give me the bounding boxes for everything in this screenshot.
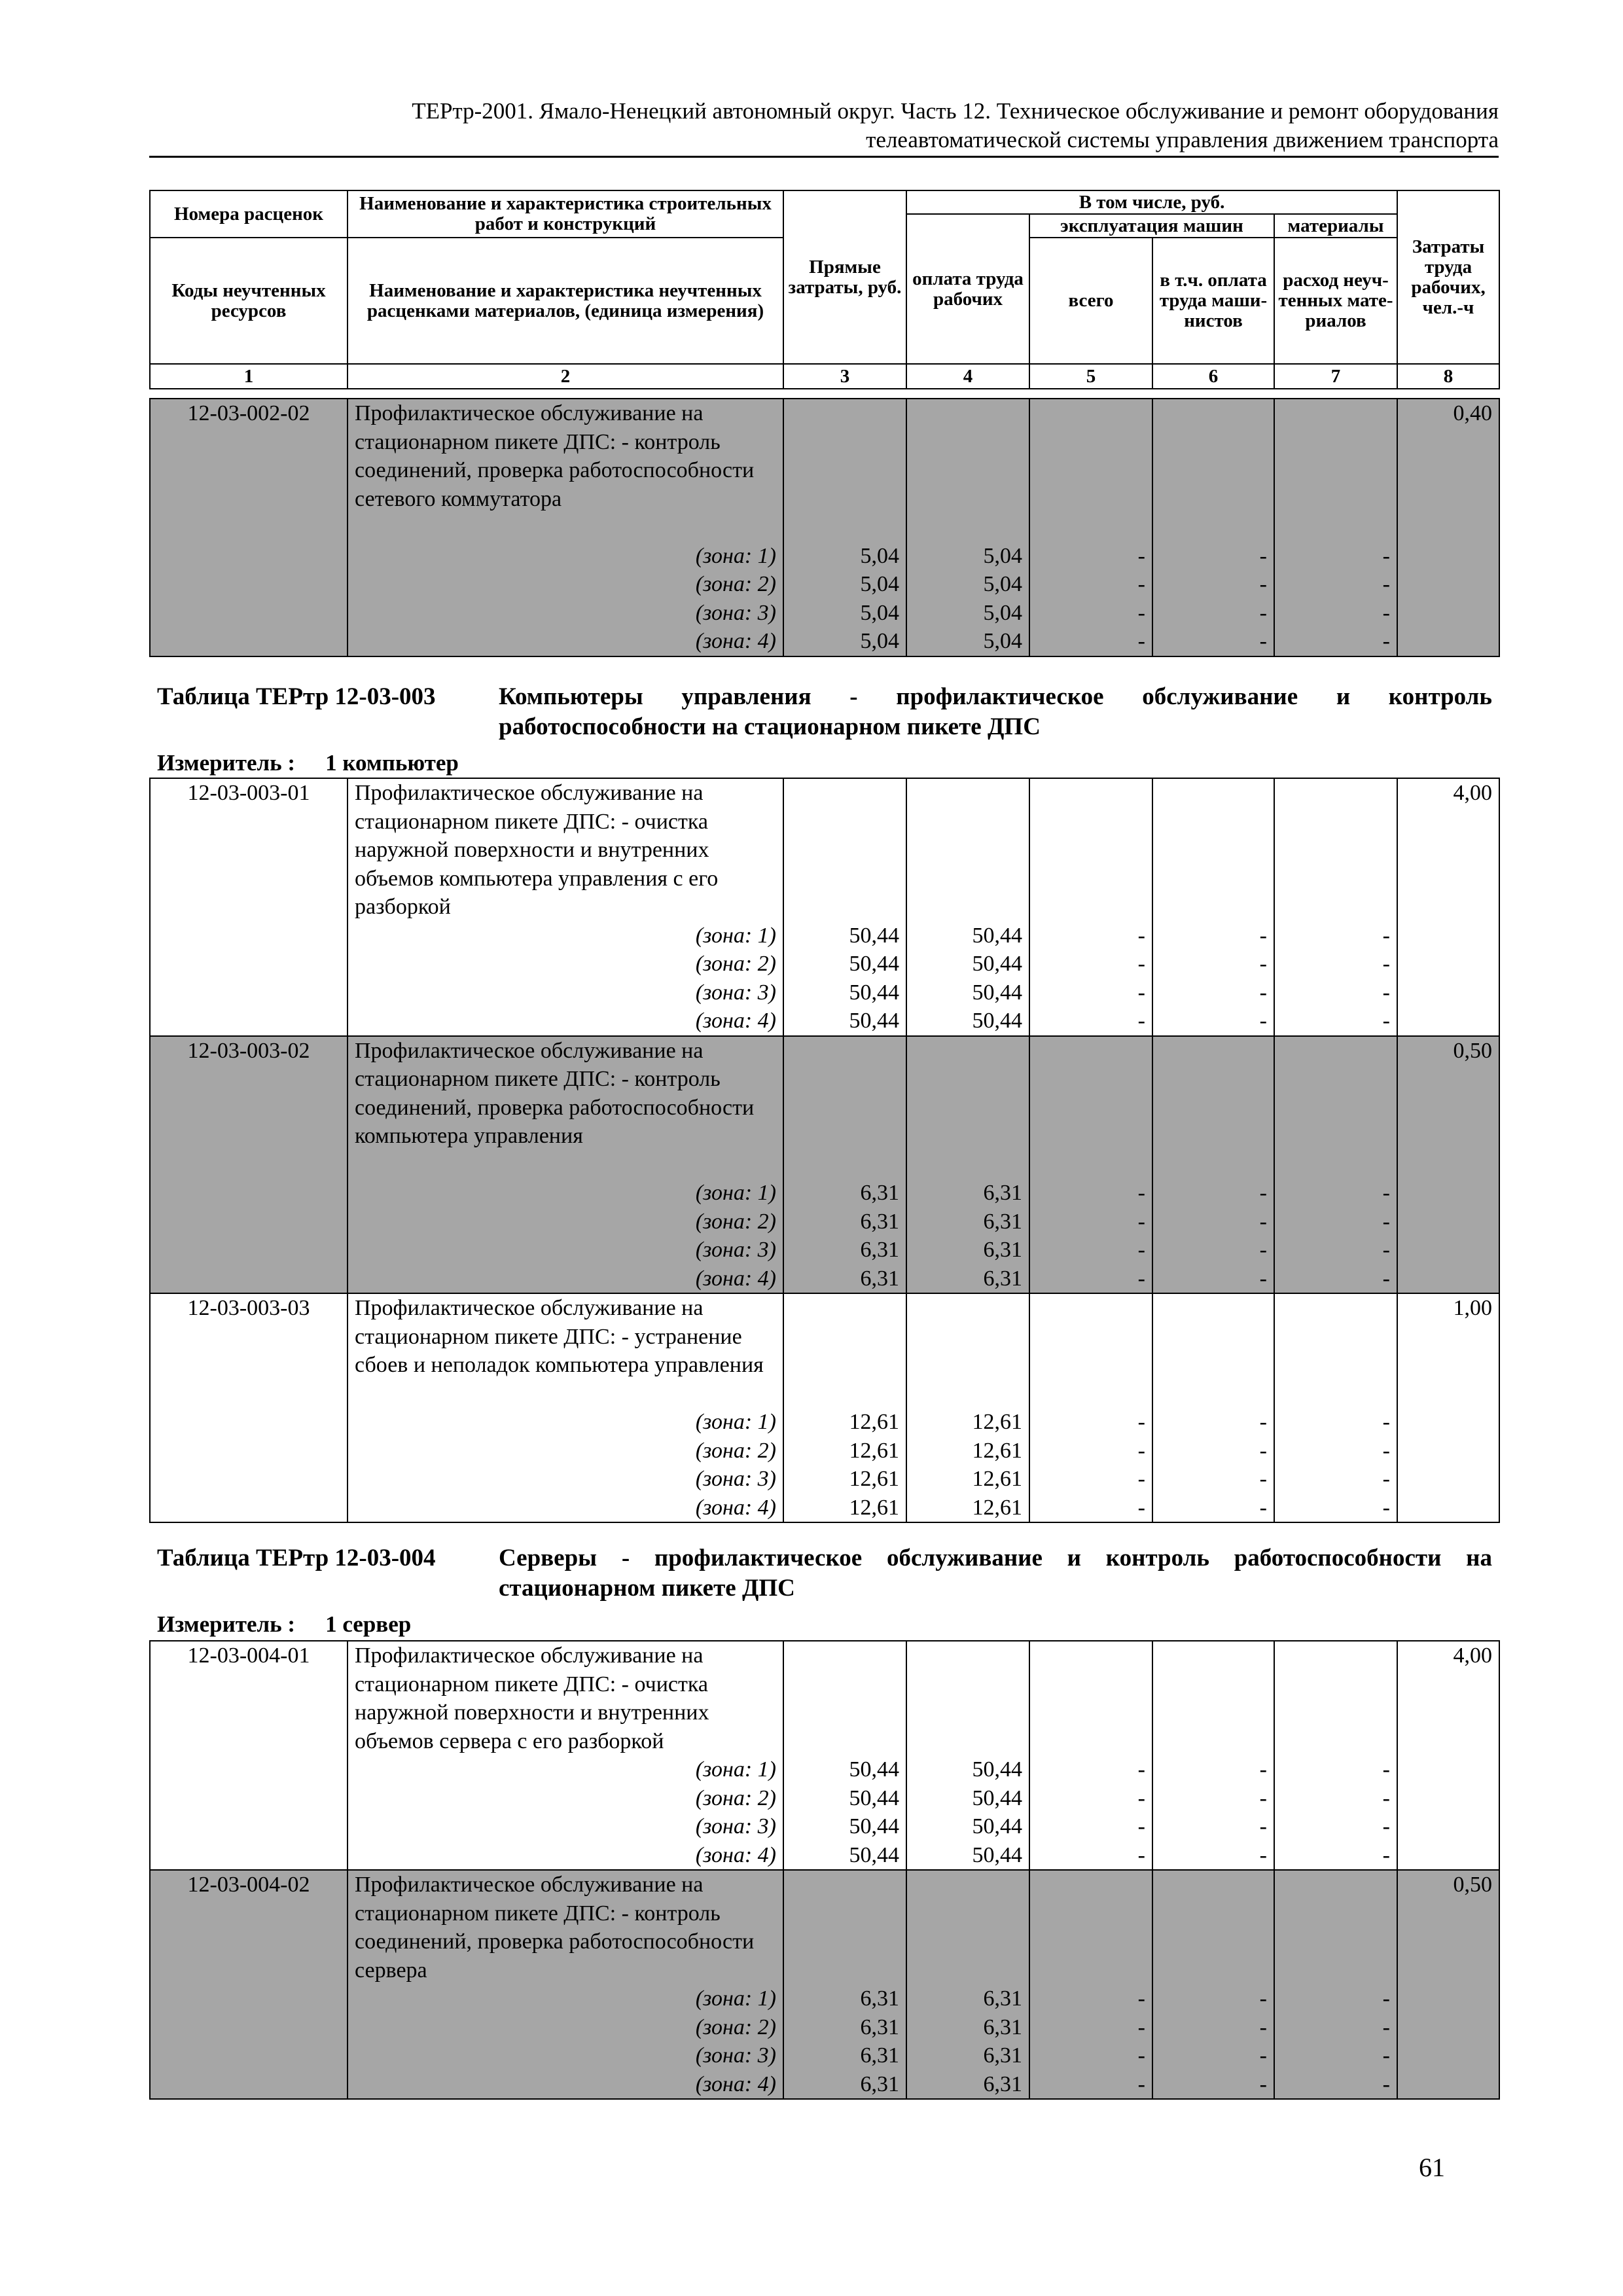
value-direct: 5,04 (860, 600, 899, 625)
cell-mach (1029, 399, 1152, 656)
cell-mach-pay (1152, 399, 1274, 656)
value-mach-pay: - (1259, 600, 1267, 625)
value-mat: - (1382, 1238, 1390, 1262)
value-mat: - (1382, 1495, 1390, 1520)
value-labor-pay: 50,44 (972, 1842, 1022, 1867)
value-mat: - (1382, 923, 1390, 948)
cell-mach-pay (1152, 1036, 1274, 1294)
zone-label: (зона: 2) (695, 1785, 776, 1810)
rate-code: 12-03-004-02 (150, 1870, 348, 2099)
value-direct: 6,31 (860, 2015, 899, 2039)
value-mach-pay: - (1259, 952, 1267, 976)
value-mach: - (1137, 629, 1145, 653)
rate-row (150, 778, 1499, 1036)
value-mach-pay: - (1259, 1467, 1267, 1491)
value-mach: - (1137, 1842, 1145, 1867)
column-header-table (149, 190, 1500, 389)
col-oplata: оплата труда рабочих (906, 214, 1029, 364)
rate-row (150, 1036, 1499, 1294)
value-mach: - (1137, 2043, 1145, 2068)
value-mach: - (1137, 1467, 1145, 1491)
value-mach-pay: - (1259, 1986, 1267, 2011)
rate-description-text: Профилактическое обслуживание на стационарном пикете ДПС: - контроль соединений, проверка работоспособности сервера (355, 1873, 755, 1982)
table-label: Таблица ТЕРтр 12-03-004 (157, 1545, 436, 1571)
value-direct: 6,31 (860, 1986, 899, 2011)
col-nomera: Номера расценок (150, 190, 348, 238)
rates-table-12-03-003 (149, 778, 1500, 1523)
value-labor-pay: 12,61 (972, 1410, 1022, 1434)
value-mat: - (1382, 2043, 1390, 2068)
value-mach-pay: - (1259, 543, 1267, 568)
rate-code: 12-03-003-03 (150, 1293, 348, 1522)
cell-labor-pay (906, 1293, 1029, 1522)
zone-label: (зона: 3) (695, 980, 776, 1005)
value-mat: - (1382, 952, 1390, 976)
cell-mach (1029, 1641, 1152, 1870)
col-materialy: материалы (1274, 214, 1397, 238)
value-mach-pay: - (1259, 629, 1267, 653)
value-direct: 50,44 (849, 1814, 899, 1839)
value-direct: 12,61 (849, 1410, 899, 1434)
zone-label: (зона: 2) (695, 572, 776, 596)
cell-direct (783, 778, 906, 1036)
cell-mat (1274, 778, 1397, 1036)
col-pryamye: Прямые затраты, руб. (783, 190, 906, 364)
value-labor-pay: 6,31 (983, 1181, 1022, 1205)
cell-mach-pay (1152, 778, 1274, 1036)
zone-label: (зона: 3) (695, 1238, 776, 1262)
zone-label: (зона: 3) (695, 600, 776, 625)
value-labor-pay: 6,31 (983, 2043, 1022, 2068)
value-mach-pay: - (1259, 2015, 1267, 2039)
value-direct: 6,31 (860, 2043, 899, 2068)
value-direct: 5,04 (860, 543, 899, 568)
col-number-4: 4 (906, 364, 1029, 389)
value-mach: - (1137, 1438, 1145, 1463)
zone-label: (зона: 1) (695, 543, 776, 568)
cell-direct (783, 399, 906, 656)
value-mach-pay: - (1259, 1209, 1267, 1234)
value-mach-pay: - (1259, 1814, 1267, 1839)
value-mat: - (1382, 1266, 1390, 1291)
value-mach: - (1137, 923, 1145, 948)
value-mach-pay: - (1259, 1410, 1267, 1434)
value-mach-pay: - (1259, 923, 1267, 948)
value-direct: 6,31 (860, 2072, 899, 2096)
value-direct: 50,44 (849, 1842, 899, 1867)
page-number: 61 (1419, 2153, 1445, 2182)
rate-description-text: Профилактическое обслуживание на стационарном пикете ДПС: - очистка наружной поверхности и внутренних объемов сервера с его разборкой (355, 1643, 709, 1753)
value-mat: - (1382, 980, 1390, 1005)
zone-label: (зона: 4) (695, 1842, 776, 1867)
value-labor-pay: 5,04 (983, 600, 1022, 625)
value-mat: - (1382, 1009, 1390, 1033)
value-mach-pay: - (1259, 2072, 1267, 2096)
measure-value: 1 компьютер (325, 750, 459, 776)
zone-label: (зона: 1) (695, 1410, 776, 1434)
rates-table-12-03-002 (149, 398, 1500, 657)
value-mach: - (1137, 1009, 1145, 1033)
value-mach-pay: - (1259, 2043, 1267, 2068)
cell-mach (1029, 1293, 1152, 1522)
value-mach-pay: - (1259, 980, 1267, 1005)
rate-description (348, 1293, 783, 1522)
rate-row (150, 1870, 1499, 2099)
zone-label: (зона: 3) (695, 2043, 776, 2068)
zone-label: (зона: 4) (695, 629, 776, 653)
zone-label: (зона: 4) (695, 1266, 776, 1291)
value-labor-pay: 6,31 (983, 1209, 1022, 1234)
value-mach: - (1137, 2015, 1145, 2039)
value-mach: - (1137, 1181, 1145, 1205)
header-line-1: ТЕРтр-2001. Ямало-Ненецкий автономный округ. Часть 12. Техническое обслуживание и ремонт оборудования (412, 98, 1499, 124)
value-direct: 6,31 (860, 1181, 899, 1205)
value-direct: 5,04 (860, 629, 899, 653)
value-mat: - (1382, 543, 1390, 568)
value-labor-pay: 12,61 (972, 1438, 1022, 1463)
rate-description-text: Профилактическое обслуживание на стационарном пикете ДПС: - устранение сбоев и неполадок компьютера управления (355, 1296, 764, 1377)
header-line-2: телеавтоматической системы управления движением транспорта (866, 127, 1499, 152)
value-direct: 12,61 (849, 1467, 899, 1491)
value-mat: - (1382, 1757, 1390, 1782)
value-mat: - (1382, 2072, 1390, 2096)
col-v-tom-chisle: В том числе, руб. (906, 190, 1397, 214)
rate-description (348, 778, 783, 1036)
rate-description (348, 1870, 783, 2099)
value-mach: - (1137, 1266, 1145, 1291)
value-labor-pay: 50,44 (972, 1009, 1022, 1033)
cell-labor-hours: 4,00 (1397, 1641, 1499, 1870)
value-mach-pay: - (1259, 1009, 1267, 1033)
value-labor-pay: 50,44 (972, 952, 1022, 976)
rate-code: 12-03-003-01 (150, 778, 348, 1036)
cell-direct (783, 1641, 906, 1870)
cell-labor-pay (906, 1870, 1029, 2099)
cell-mach (1029, 1870, 1152, 2099)
zone-label: (зона: 4) (695, 1009, 776, 1033)
value-mach: - (1137, 1238, 1145, 1262)
zone-label: (зона: 4) (695, 1495, 776, 1520)
col-zatraty: Затраты труда рабочих, чел.-ч (1397, 190, 1499, 364)
value-mat: - (1382, 629, 1390, 653)
col-naim-mat: Наименование и характеристика неучтенных расценками материалов, (единица измерения) (348, 238, 783, 364)
value-mat: - (1382, 1467, 1390, 1491)
rate-row (150, 1641, 1499, 1870)
value-mach: - (1137, 1495, 1145, 1520)
value-mat: - (1382, 1814, 1390, 1839)
cell-direct (783, 1293, 906, 1522)
cell-mach-pay (1152, 1293, 1274, 1522)
rate-code: 12-03-003-02 (150, 1036, 348, 1294)
value-mach: - (1137, 1785, 1145, 1810)
rate-description (348, 1036, 783, 1294)
zone-label: (зона: 1) (695, 1181, 776, 1205)
value-labor-pay: 6,31 (983, 1238, 1022, 1262)
value-mach-pay: - (1259, 1238, 1267, 1262)
value-mat: - (1382, 1986, 1390, 2011)
cell-mat (1274, 1293, 1397, 1522)
value-mat: - (1382, 600, 1390, 625)
col-rashod: расход неуч-тенных мате-риалов (1274, 238, 1397, 364)
value-mat: - (1382, 1438, 1390, 1463)
measure-value: 1 сервер (325, 1611, 412, 1637)
cell-mach-pay (1152, 1641, 1274, 1870)
col-number-5: 5 (1029, 364, 1152, 389)
cell-mat (1274, 1870, 1397, 2099)
zone-label: (зона: 2) (695, 1209, 776, 1234)
zone-label: (зона: 4) (695, 2072, 776, 2096)
value-direct: 50,44 (849, 1009, 899, 1033)
rate-description (348, 399, 783, 656)
col-naimenovanie: Наименование и характеристика строительных работ и конструкций (348, 190, 783, 238)
value-labor-pay: 5,04 (983, 629, 1022, 653)
value-mat: - (1382, 2015, 1390, 2039)
value-mach-pay: - (1259, 1266, 1267, 1291)
cell-labor-hours: 0,50 (1397, 1870, 1499, 2099)
col-number-3: 3 (783, 364, 906, 389)
table-label: Таблица ТЕРтр 12-03-003 (157, 683, 436, 710)
cell-labor-pay (906, 1641, 1029, 1870)
value-mach: - (1137, 980, 1145, 1005)
value-mach-pay: - (1259, 1842, 1267, 1867)
zone-label: (зона: 2) (695, 1438, 776, 1463)
measure-line (157, 750, 459, 776)
value-direct: 5,04 (860, 572, 899, 596)
cell-labor-pay (906, 399, 1029, 656)
value-labor-pay: 6,31 (983, 1266, 1022, 1291)
cell-direct (783, 1870, 906, 2099)
value-labor-pay: 12,61 (972, 1495, 1022, 1520)
value-direct: 50,44 (849, 1785, 899, 1810)
value-mach: - (1137, 1814, 1145, 1839)
value-labor-pay: 5,04 (983, 572, 1022, 596)
value-mach: - (1137, 1209, 1145, 1234)
table-title-12-03-004 (157, 1543, 1492, 1604)
value-mach: - (1137, 2072, 1145, 2096)
zone-label: (зона: 1) (695, 1986, 776, 2011)
cell-mat (1274, 1036, 1397, 1294)
value-mat: - (1382, 1209, 1390, 1234)
cell-labor-pay (906, 778, 1029, 1036)
value-mat: - (1382, 1181, 1390, 1205)
table-title-12-03-003 (157, 682, 1492, 742)
value-labor-pay: 5,04 (983, 543, 1022, 568)
col-ekspl: эксплуатация машин (1029, 214, 1274, 238)
value-mat: - (1382, 1785, 1390, 1810)
value-mach: - (1137, 1986, 1145, 2011)
value-mach: - (1137, 600, 1145, 625)
col-kody: Коды неучтенных ресурсов (150, 238, 348, 364)
value-labor-pay: 6,31 (983, 2015, 1022, 2039)
value-mach: - (1137, 952, 1145, 976)
value-mach-pay: - (1259, 572, 1267, 596)
value-direct: 6,31 (860, 1209, 899, 1234)
measure-label: Измеритель : (157, 750, 296, 776)
value-labor-pay: 6,31 (983, 2072, 1022, 2096)
value-labor-pay: 50,44 (972, 1757, 1022, 1782)
value-mach: - (1137, 1410, 1145, 1434)
rate-description-text: Профилактическое обслуживание на стационарном пикете ДПС: - очистка наружной поверхности и внутренних объемов компьютера управления с его разборкой (355, 781, 719, 919)
value-mat: - (1382, 1842, 1390, 1867)
cell-mach (1029, 778, 1152, 1036)
cell-labor-hours: 0,50 (1397, 1036, 1499, 1294)
value-labor-pay: 50,44 (972, 980, 1022, 1005)
zone-label: (зона: 1) (695, 1757, 776, 1782)
cell-mat (1274, 399, 1397, 656)
cell-mach (1029, 1036, 1152, 1294)
value-mach-pay: - (1259, 1495, 1267, 1520)
zone-label: (зона: 3) (695, 1814, 776, 1839)
value-mach: - (1137, 543, 1145, 568)
rate-code: 12-03-002-02 (150, 399, 348, 656)
cell-labor-hours: 1,00 (1397, 1293, 1499, 1522)
zone-label: (зона: 3) (695, 1467, 776, 1491)
value-labor-pay: 50,44 (972, 923, 1022, 948)
cell-mach-pay (1152, 1870, 1274, 2099)
page-header (149, 97, 1499, 158)
value-direct: 12,61 (849, 1495, 899, 1520)
col-number-6: 6 (1152, 364, 1274, 389)
cell-mat (1274, 1641, 1397, 1870)
value-direct: 6,31 (860, 1266, 899, 1291)
value-labor-pay: 50,44 (972, 1814, 1022, 1839)
value-mach-pay: - (1259, 1438, 1267, 1463)
value-labor-pay: 12,61 (972, 1467, 1022, 1491)
cell-labor-hours: 4,00 (1397, 778, 1499, 1036)
value-mach-pay: - (1259, 1181, 1267, 1205)
rate-description-text: Профилактическое обслуживание на стационарном пикете ДПС: - контроль соединений, проверка работоспособности компьютера управления (355, 1038, 755, 1148)
rate-code: 12-03-004-01 (150, 1641, 348, 1870)
rate-description (348, 1641, 783, 1870)
value-direct: 12,61 (849, 1438, 899, 1463)
value-direct: 50,44 (849, 923, 899, 948)
value-mach: - (1137, 1757, 1145, 1782)
zone-label: (зона: 2) (695, 952, 776, 976)
col-number-1: 1 (150, 364, 348, 389)
cell-direct (783, 1036, 906, 1294)
zone-label: (зона: 1) (695, 923, 776, 948)
value-direct: 50,44 (849, 1757, 899, 1782)
value-direct: 50,44 (849, 952, 899, 976)
col-v-tch: в т.ч. оплата труда маши-нистов (1152, 238, 1274, 364)
rate-row (150, 399, 1499, 656)
col-number-7: 7 (1274, 364, 1397, 389)
value-labor-pay: 6,31 (983, 1986, 1022, 2011)
measure-line (157, 1611, 411, 1638)
value-mach-pay: - (1259, 1785, 1267, 1810)
value-mach-pay: - (1259, 1757, 1267, 1782)
cell-labor-hours: 0,40 (1397, 399, 1499, 656)
zone-label: (зона: 2) (695, 2015, 776, 2039)
table-title-text: Компьютеры управления - профилактическое обслуживание и контроль работоспособности на стационарном пикете ДПС (499, 683, 1492, 740)
table-title-text: Серверы - профилактическое обслуживание и контроль работоспособности на стационарном пикете ДПС (499, 1545, 1492, 1602)
col-number-8: 8 (1397, 364, 1499, 389)
value-direct: 6,31 (860, 1238, 899, 1262)
value-direct: 50,44 (849, 980, 899, 1005)
cell-labor-pay (906, 1036, 1029, 1294)
col-number-2: 2 (348, 364, 783, 389)
value-mach: - (1137, 572, 1145, 596)
rates-table-12-03-004 (149, 1640, 1500, 2100)
rate-description-text: Профилактическое обслуживание на стационарном пикете ДПС: - контроль соединений, проверка работоспособности сетевого коммутатора (355, 401, 755, 511)
value-labor-pay: 50,44 (972, 1785, 1022, 1810)
measure-label: Измеритель : (157, 1611, 296, 1637)
value-mat: - (1382, 572, 1390, 596)
col-vsego: всего (1029, 238, 1152, 364)
rate-row (150, 1293, 1499, 1522)
value-mat: - (1382, 1410, 1390, 1434)
